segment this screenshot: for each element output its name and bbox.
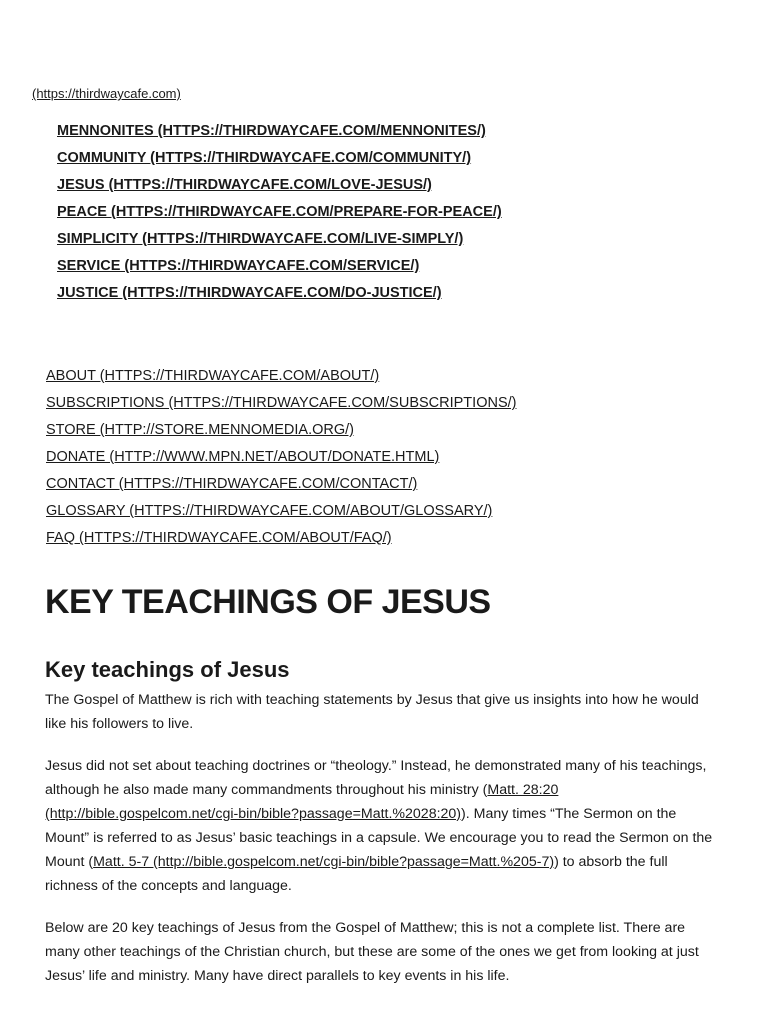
nav-link-about[interactable]: ABOUT (HTTPS://THIRDWAYCAFE.COM/ABOUT/) (46, 368, 380, 384)
nav-link-jesus[interactable]: JESUS (HTTPS://THIRDWAYCAFE.COM/LOVE-JESUS/) (57, 177, 432, 193)
nav-link-contact[interactable]: CONTACT (HTTPS://THIRDWAYCAFE.COM/CONTACT/) (46, 476, 418, 492)
doctrine-paragraph (45, 754, 717, 898)
primary-nav-item-service (57, 256, 502, 283)
nav-link-mennonites[interactable]: MENNONITES (HTTPS://THIRDWAYCAFE.COM/MENNONITES/) (57, 123, 486, 139)
nav-link-donate[interactable]: DONATE (HTTP://WWW.MPN.NET/ABOUT/DONATE.HTML) (46, 449, 440, 465)
secondary-nav-item-about (46, 366, 516, 393)
nav-link-justice[interactable]: JUSTICE (HTTPS://THIRDWAYCAFE.COM/DO-JUSTICE/) (57, 285, 442, 301)
nav-link-simplicity[interactable]: SIMPLICITY (HTTPS://THIRDWAYCAFE.COM/LIVE-SIMPLY/) (57, 231, 464, 247)
primary-nav (57, 121, 502, 310)
primary-nav-item-simplicity (57, 229, 502, 256)
intro-paragraph: The Gospel of Matthew is rich with teaching statements by Jesus that give us insights into how he would like his followers to live. (45, 692, 699, 732)
secondary-nav-item-faq (46, 528, 516, 555)
nav-link-glossary[interactable]: GLOSSARY (HTTPS://THIRDWAYCAFE.COM/ABOUT/GLOSSARY/) (46, 503, 493, 519)
primary-nav-item-justice (57, 283, 502, 310)
matt-5-7-link[interactable]: Matt. 5-7 (http://bible.gospelcom.net/cgi-bin/bible?passage=Matt.%205-7) (93, 854, 555, 870)
secondary-nav-item-contact (46, 474, 516, 501)
primary-nav-item-mennonites (57, 121, 502, 148)
secondary-nav-item-store (46, 420, 516, 447)
paragraph-text: ) to absorb the full richness of the concepts and language. (45, 854, 668, 894)
section-heading: Key teachings of Jesus (45, 657, 290, 682)
primary-nav-item-community (57, 148, 502, 175)
secondary-nav-item-subscriptions (46, 393, 516, 420)
list-intro-paragraph: Below are 20 key teachings of Jesus from the Gospel of Matthew; this is not a complete list. There are many other teachings of the Christian church, but these are some of the ones we get from looking at just Jesus’ life and ministry. Many have direct parallels to key events in his life. (45, 920, 699, 984)
site-home-link[interactable]: (https://thirdwaycafe.com) (32, 86, 181, 101)
nav-link-community[interactable]: COMMUNITY (HTTPS://THIRDWAYCAFE.COM/COMMUNITY/) (57, 150, 472, 166)
secondary-nav (46, 366, 516, 555)
nav-link-service[interactable]: SERVICE (HTTPS://THIRDWAYCAFE.COM/SERVICE/) (57, 258, 420, 274)
nav-link-peace[interactable]: PEACE (HTTPS://THIRDWAYCAFE.COM/PREPARE-FOR-PEACE/) (57, 204, 502, 220)
page-title: KEY TEACHINGS OF JESUS (45, 583, 491, 621)
nav-link-faq[interactable]: FAQ (HTTPS://THIRDWAYCAFE.COM/ABOUT/FAQ/) (46, 530, 392, 546)
primary-nav-item-jesus (57, 175, 502, 202)
secondary-nav-item-glossary (46, 501, 516, 528)
paragraph-text: ). Many times “The Sermon on the Mount” is referred to as Jesus’ basic teachings in a capsule. We encourage you to read the Sermon on the Mount ( (45, 806, 713, 870)
primary-nav-item-peace (57, 202, 502, 229)
paragraph-text: Jesus did not set about teaching doctrines or “theology.” Instead, he demonstrated many of his teachings, although he also made many commandments throughout his ministry ( (45, 758, 707, 798)
matt-28-20-link[interactable]: Matt. 28:20 (http://bible.gospelcom.net/cgi-bin/bible?passage=Matt.%2028:20) (45, 782, 559, 822)
article (45, 578, 717, 988)
nav-link-store[interactable]: STORE (HTTP://STORE.MENNOMEDIA.ORG/) (46, 422, 355, 438)
nav-link-subscriptions[interactable]: SUBSCRIPTIONS (HTTPS://THIRDWAYCAFE.COM/SUBSCRIPTIONS/) (46, 395, 517, 411)
secondary-nav-item-donate (46, 447, 516, 474)
